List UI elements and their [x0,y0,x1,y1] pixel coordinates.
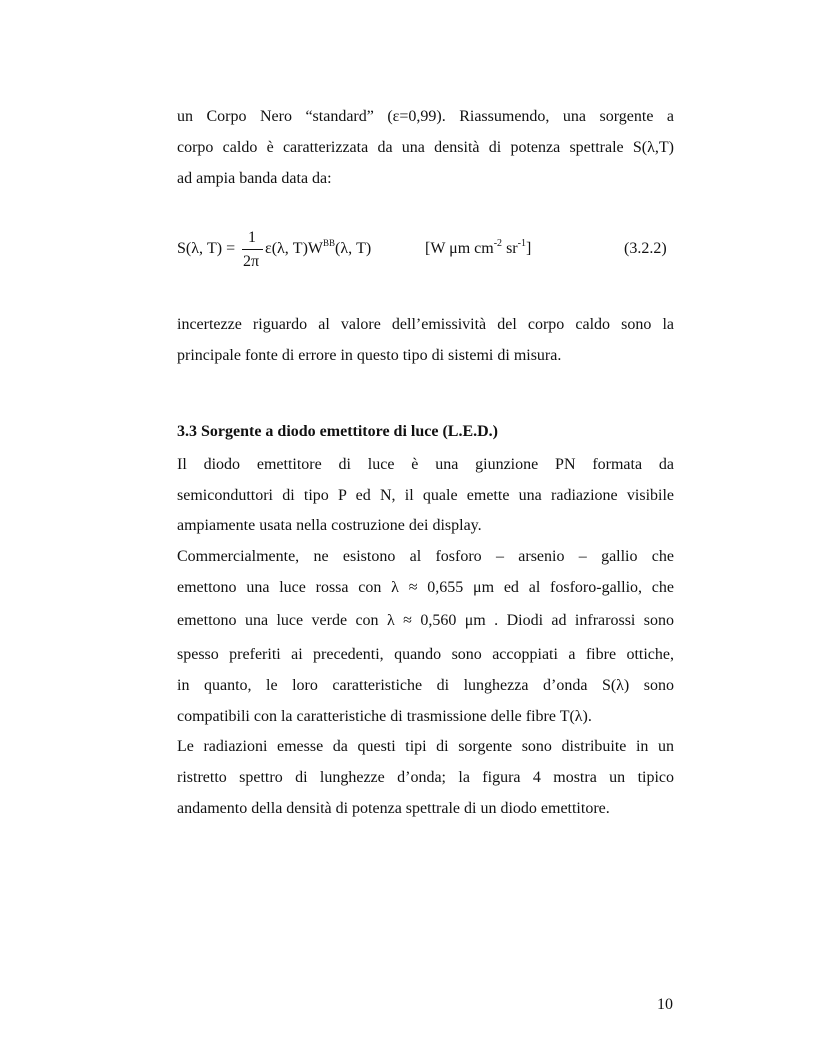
units-exponent-2: -1 [517,238,526,249]
equation-rhs-main: ε(λ, T)W [265,240,324,257]
units-main: [W μm cm [425,240,494,257]
fraction-denominator: 2π [243,253,260,270]
equation-rhs-superscript: BB [323,238,336,248]
units-exponent-1: -2 [493,238,503,249]
equation-rhs [265,240,371,258]
units-mid: sr [502,240,518,257]
fraction-numerator: 1 [248,229,256,246]
section-heading: 3.3 Sorgente a diodo emettitore di luce (L.E.D.) [177,423,498,440]
paragraph-line: ampiamente usata nella costruzione dei display. [177,517,482,534]
paragraph-line: Commercialmente, ne esistono al fosforo – arsenio – gallio che [177,548,674,565]
paragraph-line: un Corpo Nero “standard” (ε=0,99). Riassumendo, una sorgente a [177,108,674,125]
fraction-bar [242,249,263,250]
paragraph-line: spesso preferiti ai precedenti, quando sono accoppiati a fibre ottiche, [177,646,674,663]
equation-units [425,240,531,258]
paragraph-line: emettono una luce rossa con λ ≈ 0,655 μm ed al fosforo-gallio, che [177,579,674,596]
page-number: 10 [657,996,673,1013]
paragraph-line: Il diodo emettitore di luce è una giunzione PN formata da [177,456,674,473]
paragraph-line: andamento della densità di potenza spettrale di un diodo emettitore. [177,800,610,817]
paragraph-line: semiconduttori di tipo P ed N, il quale emette una radiazione visibile [177,487,674,504]
equation-lhs: S(λ, T) = [177,240,236,257]
paragraph-line: compatibili con la caratteristiche di trasmissione delle fibre T(λ). [177,708,592,725]
equation-rhs-tail: (λ, T) [335,240,372,257]
paragraph-line: Le radiazioni emesse da questi tipi di sorgente sono distribuite in un [177,738,674,755]
paragraph-line: ristretto spettro di lunghezze d’onda; la figura 4 mostra un tipico [177,769,674,786]
equation-number: (3.2.2) [624,240,667,257]
paragraph-line: ad ampia banda data da: [177,170,332,187]
paragraph-line: emettono una luce verde con λ ≈ 0,560 μm . Diodi ad infrarossi sono [177,612,674,629]
units-end: ] [525,240,532,257]
paragraph-line: corpo caldo è caratterizzata da una densità di potenza spettrale S(λ,T) [177,139,674,156]
paragraph-line: incertezze riguardo al valore dell’emissività del corpo caldo sono la [177,316,674,333]
paragraph-line: in quanto, le loro caratteristiche di lunghezza d’onda S(λ) sono [177,677,674,694]
paragraph-line: principale fonte di errore in questo tipo di sistemi di misura. [177,347,562,364]
